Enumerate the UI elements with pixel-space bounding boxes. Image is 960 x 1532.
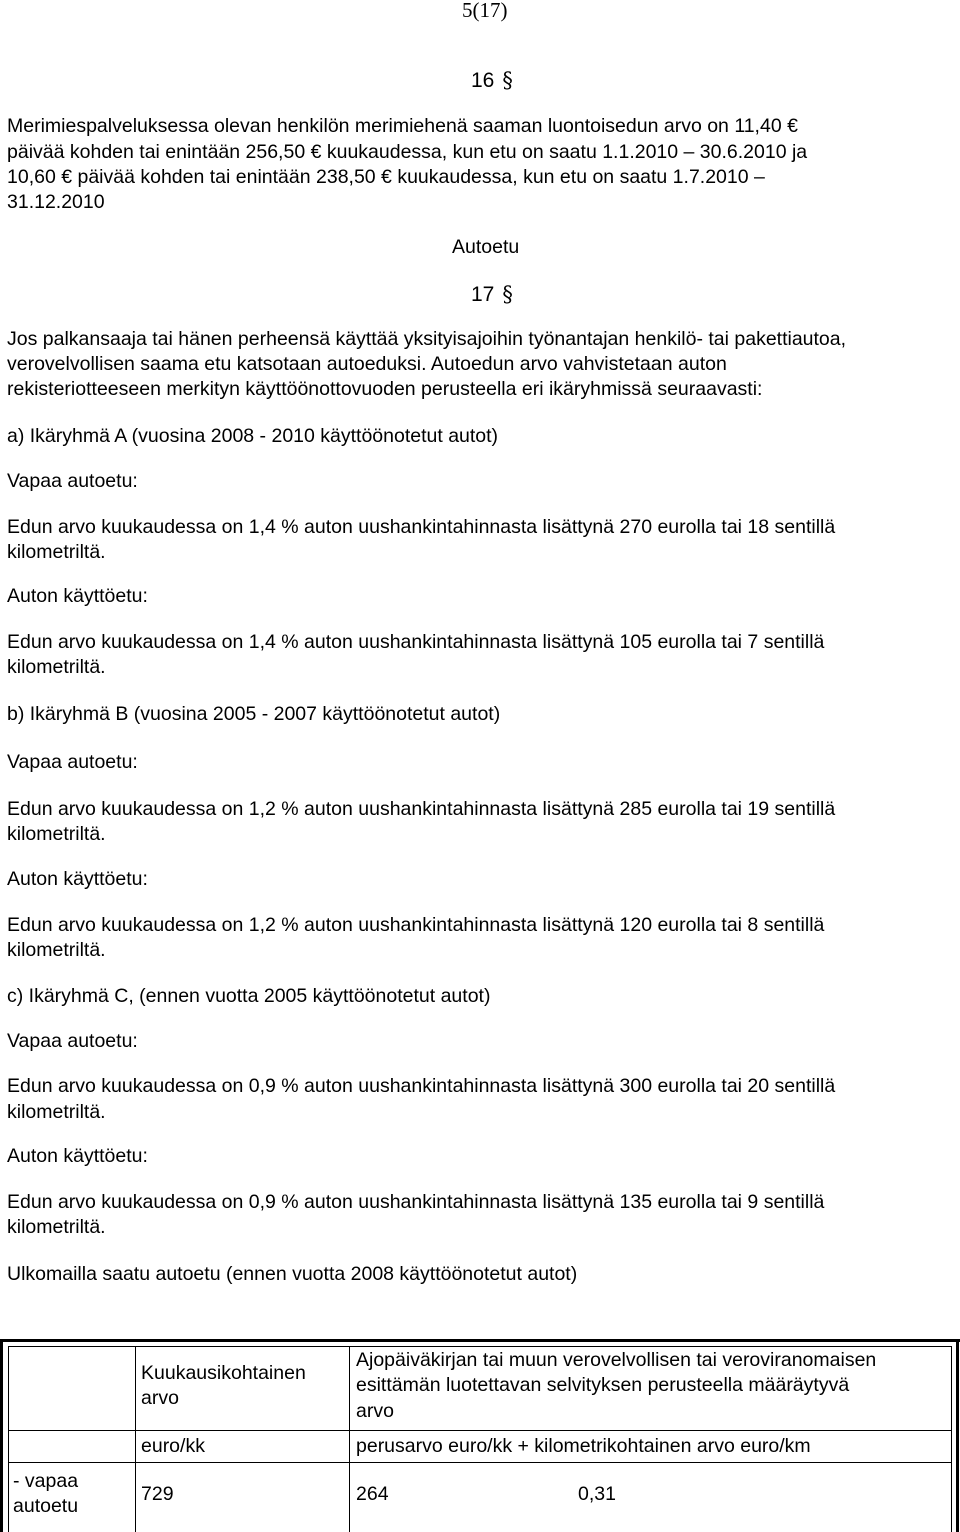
section-symbol: § [502, 282, 513, 306]
free-car-text: Edun arvo kuukaudessa on 0,9 % auton uushankintahinnasta lisättynä 300 eurolla tai 20 sentillä [7, 1075, 836, 1097]
table-inner-left [8, 1346, 9, 1532]
table-border-left [0, 1339, 3, 1532]
unit-logbook: perusarvo euro/kk + kilometrikohtainen arvo euro/km [356, 1435, 811, 1457]
table-border-top [0, 1339, 960, 1342]
section-symbol: § [502, 68, 513, 92]
page-number: 5(17) [462, 0, 508, 22]
group-title: b) Ikäryhmä B (vuosina 2005 - 2007 käyttöönotetut autot) [7, 703, 501, 725]
free-car-text-cont: kilometriltä. [7, 823, 106, 845]
value-base: 264 [356, 1483, 389, 1505]
text-line: verovelvollisen saama etu katsotaan autoeduksi. Autoedun arvo vahvistetaan auton [7, 353, 727, 375]
header-logbook: arvo [356, 1400, 394, 1422]
use-car-text: Edun arvo kuukaudessa on 0,9 % auton uushankintahinnasta lisättynä 135 eurolla tai 9 sentillä [7, 1191, 825, 1213]
section-number: 17 [471, 283, 495, 306]
table-col-divider [349, 1346, 350, 1532]
use-car-label: Auton käyttöetu: [7, 1145, 148, 1167]
section-number: 16 [471, 69, 495, 92]
table-border-right [956, 1339, 959, 1532]
free-car-label: Vapaa autoetu: [7, 1030, 138, 1052]
section-16-heading [471, 67, 513, 94]
use-car-label: Auton käyttöetu: [7, 868, 148, 890]
use-car-text-cont: kilometriltä. [7, 656, 106, 678]
value-per-km: 0,31 [578, 1483, 616, 1505]
foreign-autoetu-heading: Ulkomailla saatu autoetu (ennen vuotta 2008 käyttöönotetut autot) [7, 1263, 578, 1285]
table-row-divider [8, 1462, 952, 1463]
table-col-divider [135, 1346, 136, 1532]
free-car-text: Edun arvo kuukaudessa on 1,4 % auton uushankintahinnasta lisättynä 270 eurolla tai 18 sentillä [7, 516, 836, 538]
text-line: 10,60 € päivää kohden tai enintään 238,50 € kuukaudessa, kun etu on saatu 1.7.2010 – [7, 166, 765, 188]
free-car-label: Vapaa autoetu: [7, 470, 138, 492]
use-car-text-cont: kilometriltä. [7, 939, 106, 961]
value-monthly: 729 [141, 1483, 174, 1505]
header-logbook: Ajopäiväkirjan tai muun verovelvollisen tai veroviranomaisen [356, 1349, 877, 1371]
text-line: Merimiespalveluksessa olevan henkilön merimiehenä saaman luontoisedun arvo on 11,40 € [7, 115, 798, 137]
section-17-heading [471, 281, 513, 308]
header-monthly: arvo [141, 1387, 179, 1409]
header-logbook: esittämän luotettavan selvityksen perusteella määräytyvä [356, 1374, 850, 1396]
table-inner-top [8, 1346, 952, 1347]
header-monthly: Kuukausikohtainen [141, 1362, 306, 1384]
use-car-text: Edun arvo kuukaudessa on 1,2 % auton uushankintahinnasta lisättynä 120 eurolla tai 8 sentillä [7, 914, 825, 936]
group-title: c) Ikäryhmä C, (ennen vuotta 2005 käyttöönotetut autot) [7, 985, 491, 1007]
free-car-label: Vapaa autoetu: [7, 751, 138, 773]
table-row-divider [8, 1430, 952, 1431]
text-line: päivää kohden tai enintään 256,50 € kuukaudessa, kun etu on saatu 1.1.2010 – 30.6.2010 ja [7, 141, 808, 163]
free-car-text-cont: kilometriltä. [7, 541, 106, 563]
row-label: autoetu [13, 1495, 79, 1517]
text-line: 31.12.2010 [7, 191, 105, 213]
use-car-label: Auton käyttöetu: [7, 585, 148, 607]
free-car-text-cont: kilometriltä. [7, 1101, 106, 1123]
table-inner-right [951, 1346, 952, 1532]
row-label: - vapaa [13, 1470, 79, 1492]
use-car-text-cont: kilometriltä. [7, 1216, 106, 1238]
text-line: Jos palkansaaja tai hänen perheensä käyttää yksityisajoihin työnantajan henkilö- tai pakettiautoa, [7, 328, 847, 350]
free-car-text: Edun arvo kuukaudessa on 1,2 % auton uushankintahinnasta lisättynä 285 eurolla tai 19 sentillä [7, 798, 836, 820]
use-car-text: Edun arvo kuukaudessa on 1,4 % auton uushankintahinnasta lisättynä 105 eurolla tai 7 sentillä [7, 631, 825, 653]
heading-autoetu: Autoetu [452, 236, 520, 258]
group-title: a) Ikäryhmä A (vuosina 2008 - 2010 käyttöönotetut autot) [7, 425, 499, 447]
unit-monthly: euro/kk [141, 1435, 205, 1457]
text-line: rekisteriotteeseen merkityn käyttöönottovuoden perusteella eri ikäryhmissä seuraavasti: [7, 378, 763, 400]
